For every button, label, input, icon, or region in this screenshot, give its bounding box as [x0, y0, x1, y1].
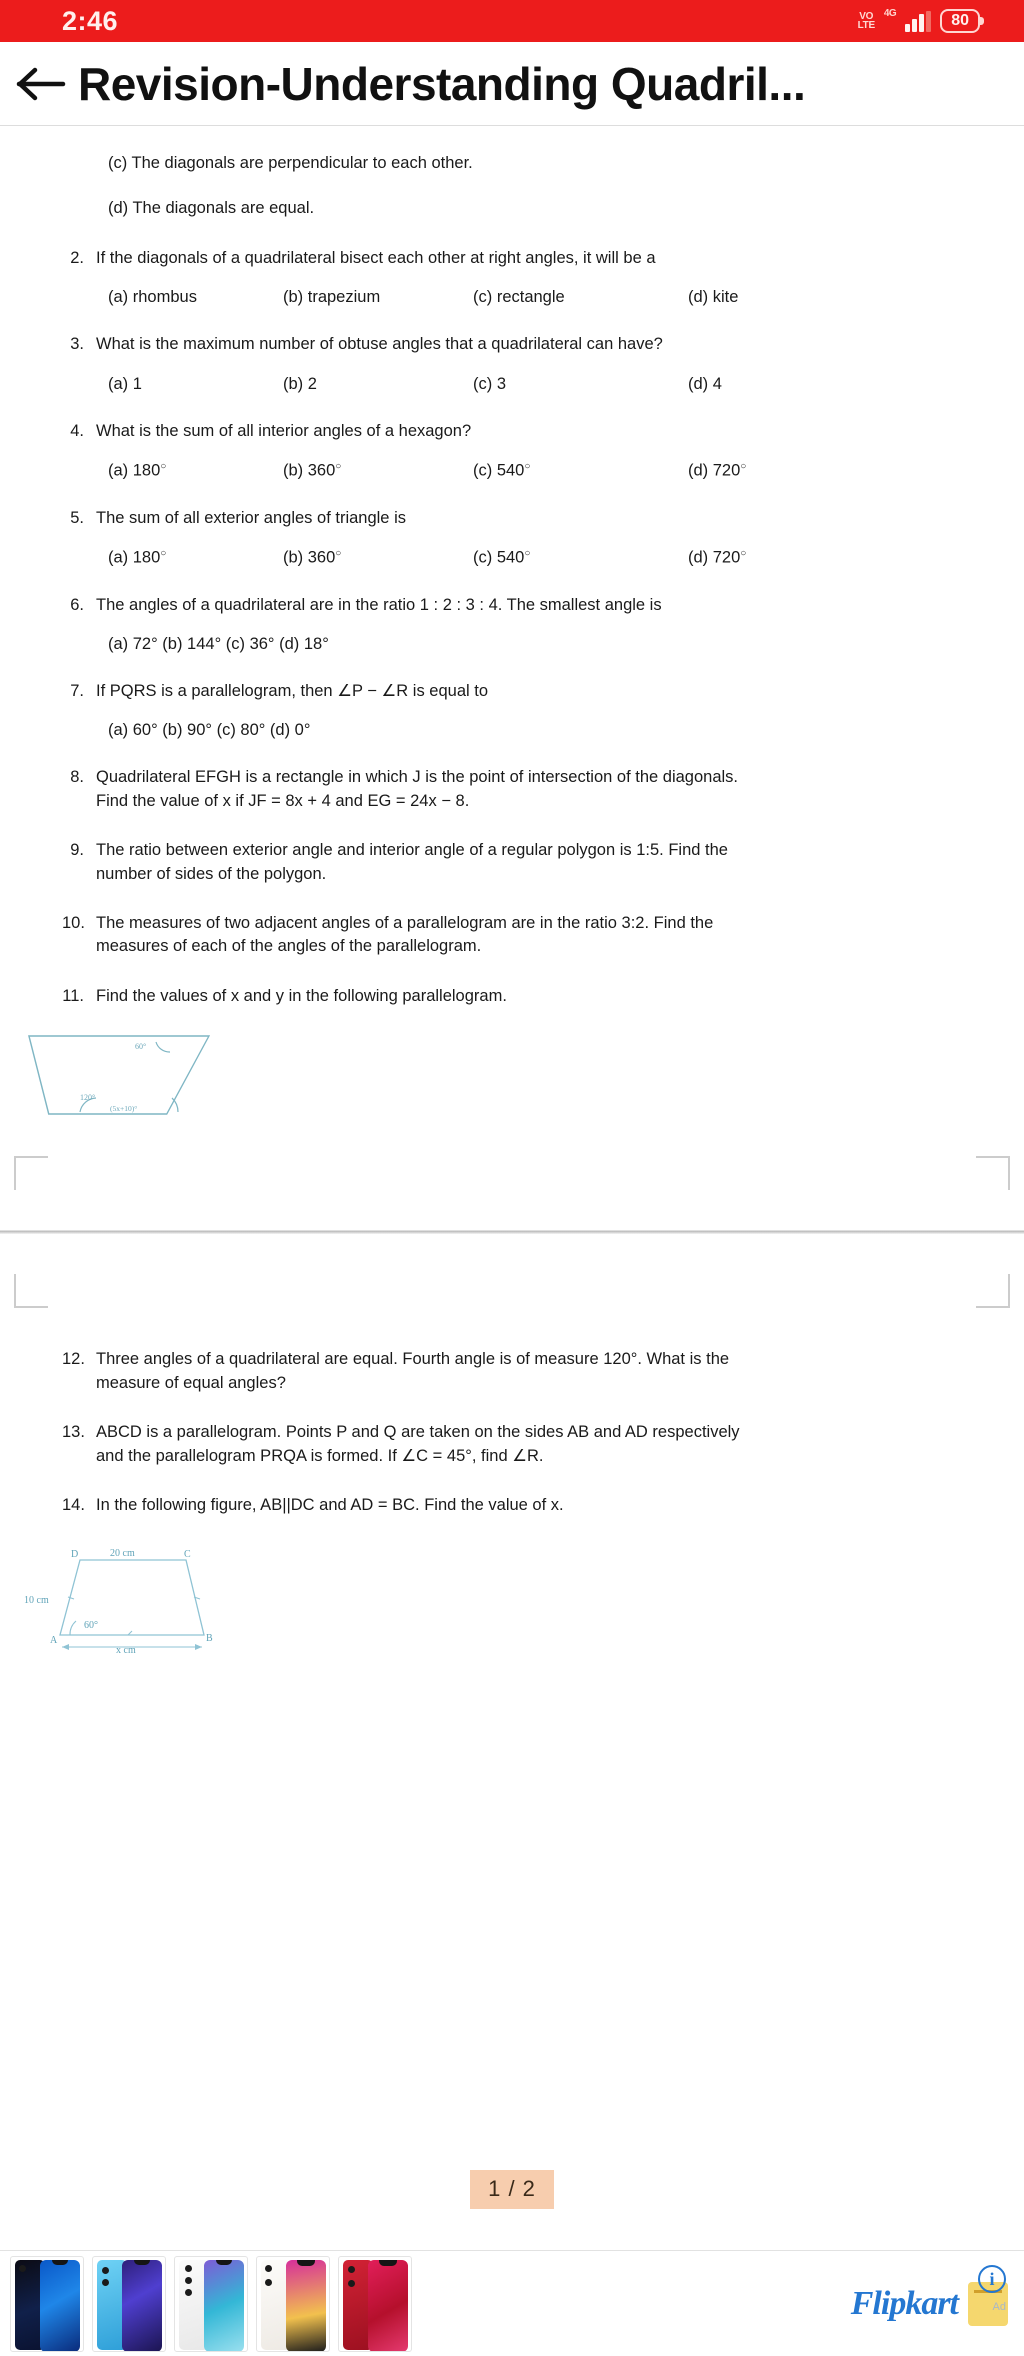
crop-mark-top-left — [14, 1156, 48, 1190]
question-text — [96, 1421, 978, 1468]
question-2-options — [62, 288, 978, 307]
option-d: (d) 720○ — [688, 548, 747, 567]
question-12 — [0, 1348, 1024, 1395]
option-a: (a) 180○ — [108, 548, 167, 567]
question-text-line-2: and the parallelogram PRQA is formed. If ∠C = 45°, find ∠R. — [96, 1446, 544, 1465]
question-1-remaining-options — [0, 152, 1024, 221]
option-d: (d) kite — [688, 288, 739, 307]
option-d: (d) 4 — [688, 374, 722, 393]
question-7-options: (a) 60° (b) 90° (c) 80° (d) 0° — [108, 721, 311, 740]
ad-banner[interactable] — [0, 2250, 1024, 2356]
option-a: (a) 180○ — [108, 461, 167, 480]
question-text-line-1: The measures of two adjacent angles of a parallelogram are in the ratio 3:2. Find the — [96, 914, 714, 933]
option-d: (d) The diagonals are equal. — [108, 199, 315, 218]
question-text — [96, 1348, 978, 1395]
ad-product-thumbnail[interactable] — [10, 2256, 84, 2352]
angle-label-a: 60° — [84, 1620, 98, 1632]
angle-label-bottom: (5x+10)° — [110, 1104, 138, 1114]
question-number: 12. — [62, 1350, 85, 1369]
option-c: (c) 3 — [473, 374, 506, 393]
network-type-icon: 4G — [883, 7, 897, 19]
question-13 — [0, 1421, 1024, 1468]
option-b: (b) trapezium — [283, 288, 381, 307]
question-text — [96, 912, 978, 959]
flipkart-logo: Flipkart — [850, 2284, 958, 2322]
question-text-line-1: ABCD is a parallelogram. Points P and Q are taken on the sides AB and AD respectively — [96, 1423, 740, 1442]
vertex-label-b: B — [206, 1633, 213, 1645]
back-arrow-icon[interactable] — [10, 53, 72, 115]
vertex-label-a: A — [50, 1635, 58, 1647]
trapezium-figure — [0, 1535, 1024, 1670]
question-text-line-2: measure of equal angles? — [96, 1373, 286, 1392]
ad-product-thumbnail[interactable] — [256, 2256, 330, 2352]
question-text-line-2: Find the value of x if JF = 8x + 4 and EG = 24x − 8. — [96, 791, 470, 810]
question-number: 11. — [62, 986, 84, 1005]
crop-mark-bottom-left — [14, 1274, 48, 1308]
question-number: 6. — [70, 595, 84, 614]
question-number: 9. — [70, 841, 84, 860]
question-5 — [0, 507, 1024, 568]
question-5-options — [62, 548, 978, 568]
app-bar — [0, 42, 1024, 126]
ad-label: Ad — [992, 2301, 1006, 2313]
question-text — [96, 839, 978, 886]
question-14 — [0, 1494, 1024, 1517]
question-8 — [0, 766, 1024, 813]
question-text: If the diagonals of a quadrilateral bisect each other at right angles, it will be a — [96, 248, 656, 267]
vertex-label-d: D — [71, 1549, 79, 1561]
question-9 — [0, 839, 1024, 886]
question-number: 14. — [62, 1496, 85, 1515]
question-2 — [0, 247, 1024, 307]
question-number: 4. — [70, 421, 84, 440]
option-c: (c) The diagonals are perpendicular to each other. — [108, 154, 473, 172]
ad-product-thumbnail[interactable] — [174, 2256, 248, 2352]
status-bar-icons — [858, 9, 1002, 33]
ad-product-thumbnail[interactable] — [92, 2256, 166, 2352]
page-indicator-container — [0, 2170, 1024, 2209]
page-break-marks — [0, 1146, 1024, 1318]
question-text: Find the values of x and y in the following parallelogram. — [96, 986, 507, 1005]
question-number: 2. — [70, 248, 84, 267]
question-text: What is the sum of all interior angles of a hexagon? — [96, 421, 472, 440]
question-3 — [0, 333, 1024, 393]
question-text — [96, 766, 978, 813]
question-number: 8. — [70, 768, 84, 787]
question-text-line-2: number of sides of the polygon. — [96, 864, 327, 883]
question-text: What is the maximum number of obtuse angles that a quadrilateral can have? — [96, 335, 663, 354]
question-3-options — [62, 375, 978, 394]
ad-product-thumbnail[interactable] — [338, 2256, 412, 2352]
option-c: (c) 540○ — [473, 548, 531, 567]
vertex-label-c: C — [184, 1549, 191, 1561]
crop-mark-bottom-right — [976, 1274, 1010, 1308]
option-a: (a) 1 — [108, 374, 142, 393]
signal-strength-icon — [905, 11, 931, 32]
option-a: (a) rhombus — [108, 288, 197, 307]
question-4-options — [62, 461, 978, 481]
question-text: If PQRS is a parallelogram, then ∠P − ∠R is equal to — [96, 681, 489, 700]
question-7 — [0, 680, 1024, 740]
side-label-top: 20 cm — [110, 1548, 135, 1560]
battery-icon: 80 — [940, 9, 980, 33]
question-number: 3. — [70, 335, 84, 354]
option-c: (c) rectangle — [473, 288, 565, 307]
page-title: Revision-Understanding Quadril... — [78, 57, 806, 110]
document-viewer[interactable] — [0, 126, 1024, 1670]
question-text: The sum of all exterior angles of triangle is — [96, 508, 406, 527]
option-b: (b) 2 — [283, 374, 317, 393]
question-10 — [0, 912, 1024, 959]
status-bar — [0, 0, 1024, 42]
question-text: In the following figure, AB||DC and AD = BC. Find the value of x. — [96, 1496, 564, 1515]
side-label-bottom: x cm — [116, 1645, 136, 1657]
question-number: 13. — [62, 1423, 85, 1442]
angle-label-top: 60° — [135, 1042, 147, 1052]
crop-mark-top-right — [976, 1156, 1010, 1190]
volte-icon: VO LTE — [857, 11, 875, 31]
question-text-line-2: measures of each of the angles of the parallelogram. — [96, 937, 482, 956]
question-6 — [0, 594, 1024, 654]
question-text-line-1: The ratio between exterior angle and interior angle of a regular polygon is 1:5. Find the — [96, 841, 728, 860]
question-text-line-1: Three angles of a quadrilateral are equal. Fourth angle is of measure 120°. What is the — [96, 1350, 730, 1369]
question-number: 10. — [62, 914, 85, 933]
question-text-line-1: Quadrilateral EFGH is a rectangle in which J is the point of intersection of the diagonals. — [96, 768, 739, 787]
question-number: 7. — [70, 681, 84, 700]
angle-label-left: 120° — [80, 1093, 96, 1103]
question-number: 5. — [70, 508, 84, 527]
option-b: (b) 360○ — [283, 548, 342, 567]
question-text: The angles of a quadrilateral are in the ratio 1 : 2 : 3 : 4. The smallest angle is — [96, 595, 662, 614]
question-4 — [0, 420, 1024, 481]
option-b: (b) 360○ — [283, 461, 342, 480]
option-c: (c) 540○ — [473, 461, 531, 480]
question-11 — [0, 985, 1024, 1008]
parallelogram-figure — [0, 1026, 1024, 1146]
side-label-left: 10 cm — [24, 1595, 49, 1607]
question-6-options: (a) 72° (b) 144° (c) 36° (d) 18° — [108, 634, 329, 653]
option-d: (d) 720○ — [688, 461, 747, 480]
page-indicator[interactable]: 1 / 2 — [470, 2170, 554, 2209]
page-divider — [0, 1230, 1024, 1234]
status-bar-clock: 2:46 — [62, 5, 119, 36]
info-icon[interactable]: i — [978, 2265, 1006, 2293]
